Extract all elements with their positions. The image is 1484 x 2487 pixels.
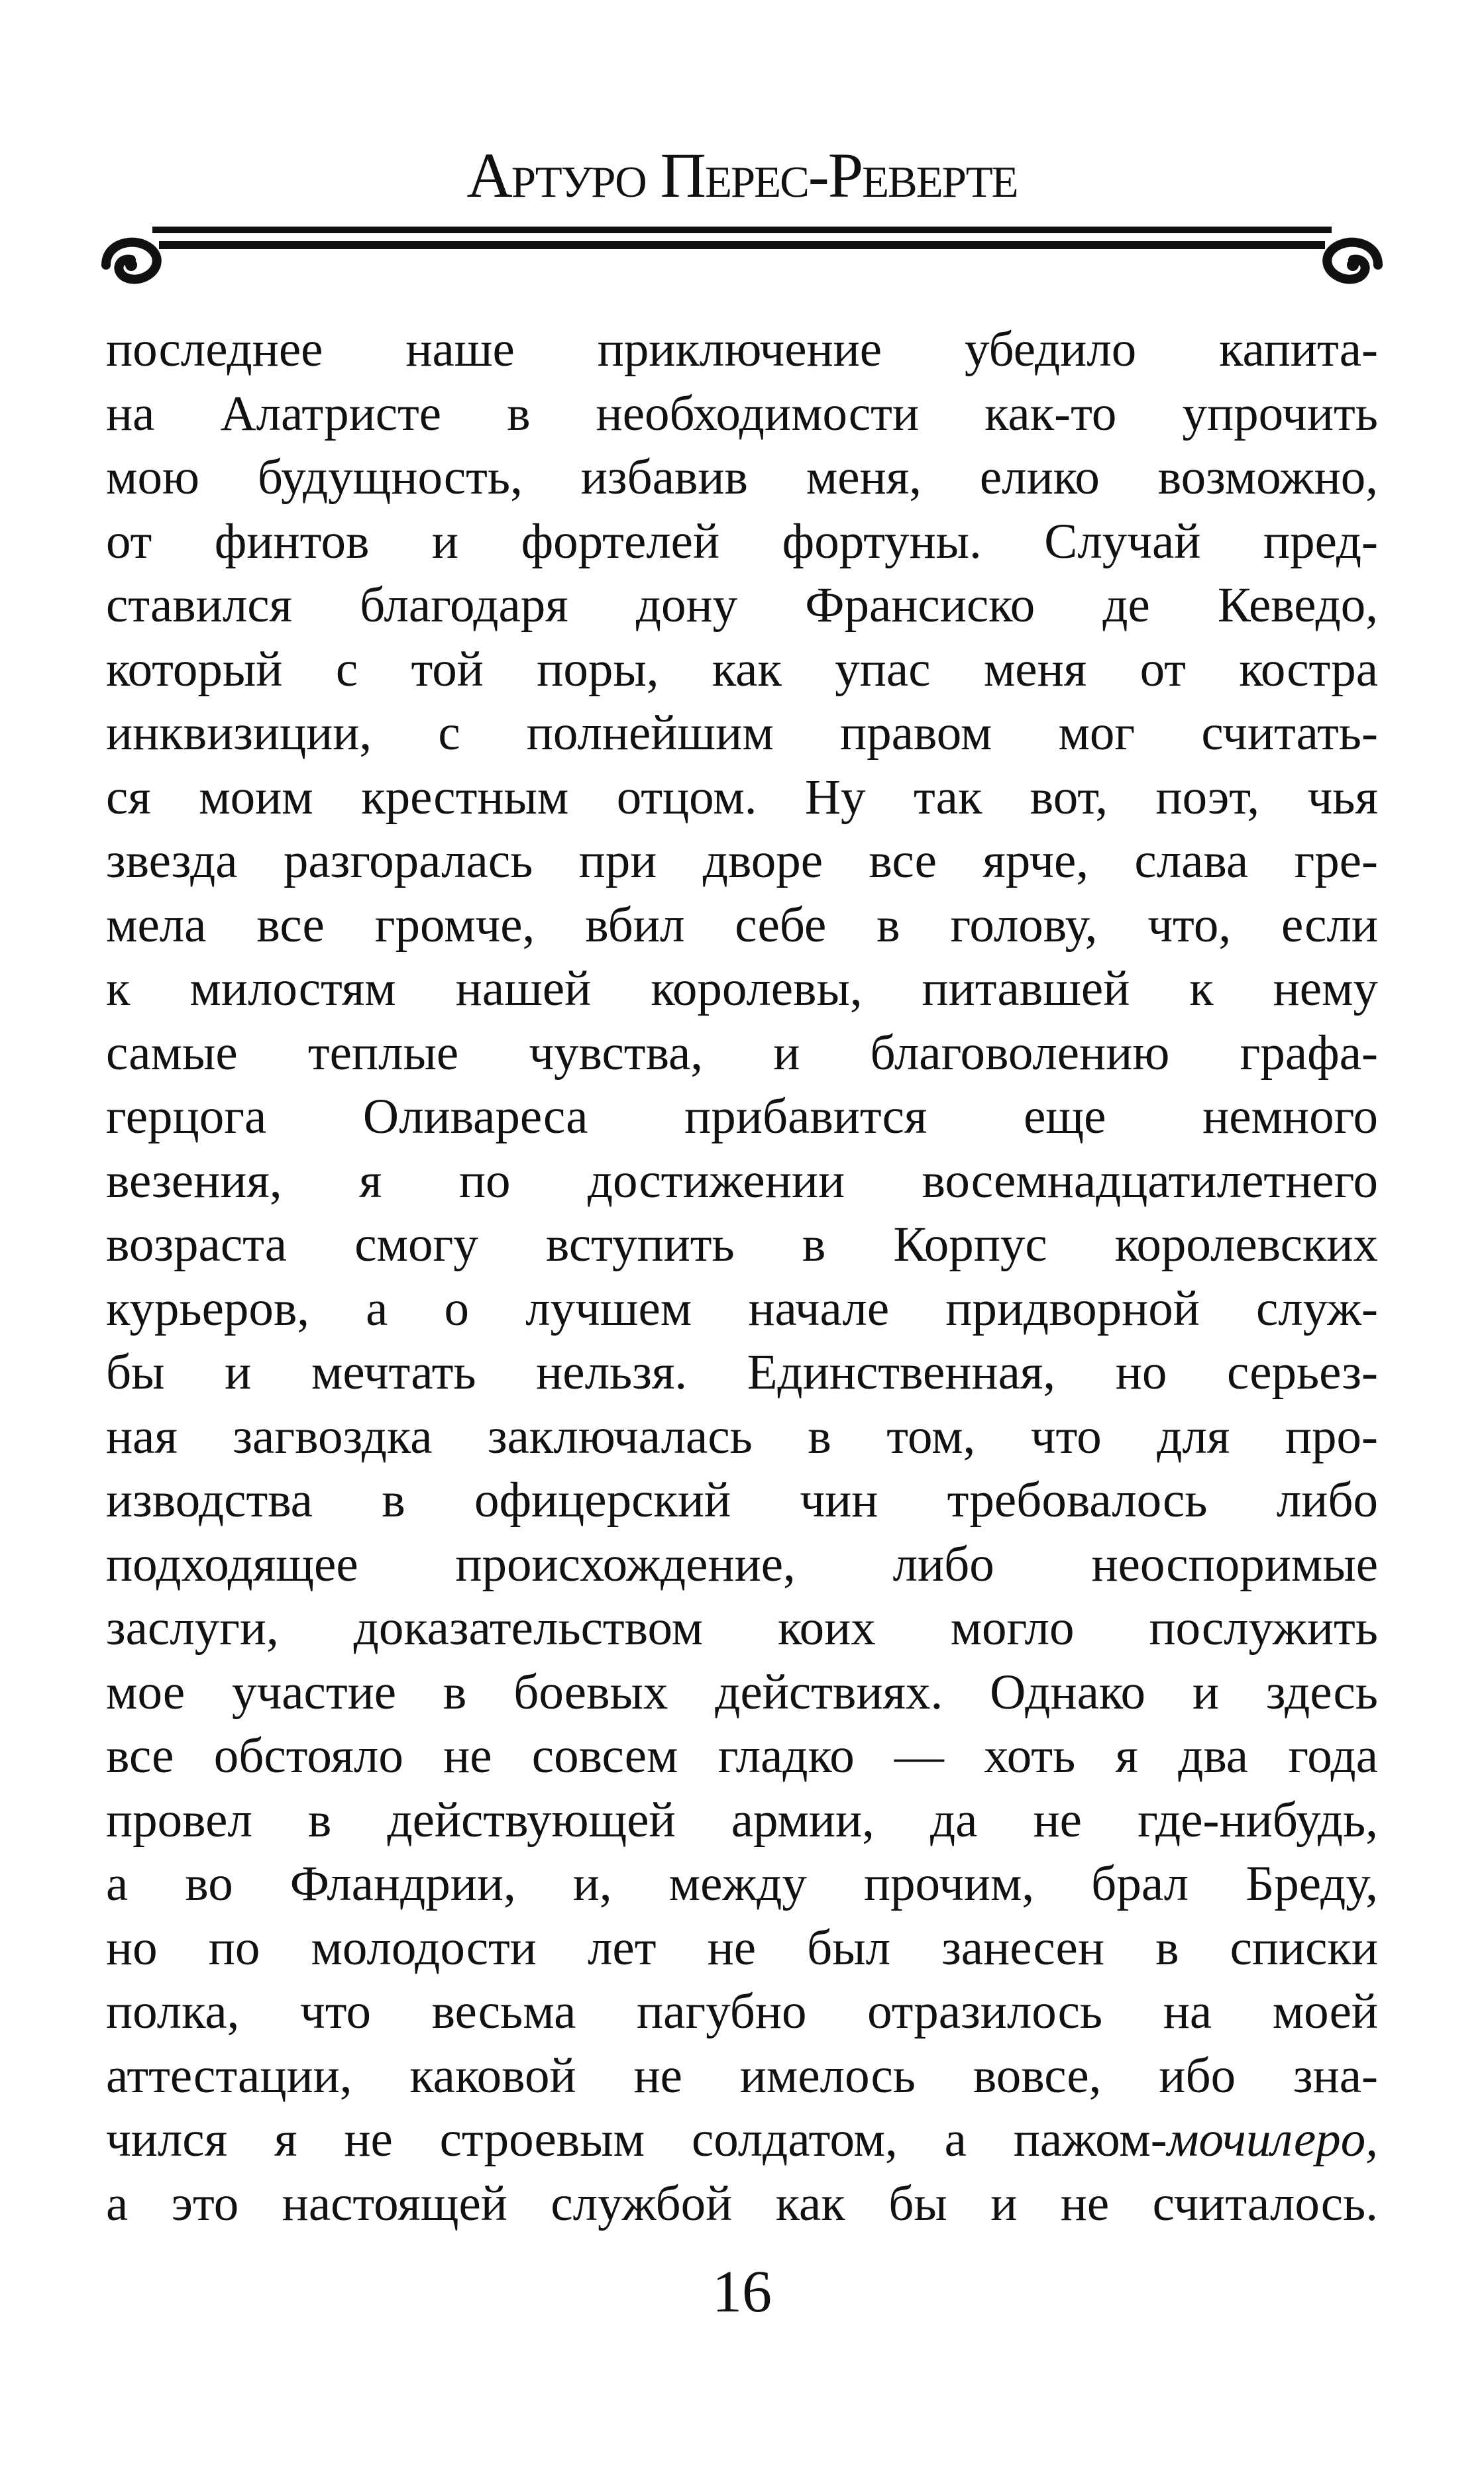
text-line: бы и мечтать нельзя. Единственная, но серьез- [106,1345,1378,1400]
text-line: мое участие в боевых действиях. Однако и здесь [106,1664,1378,1720]
swirl-left-icon [106,242,157,280]
italic-word: мочилеро, [1167,2112,1378,2167]
text-line: герцога Оливареса прибавится еще немного [106,1089,1378,1144]
text-line: от финтов и фортелей фортуны. Случай пред- [106,513,1378,569]
text-line: звезда разгоралась при дворе все ярче, слава гре- [106,833,1378,888]
running-head-title: Артуро Перес-Реверте [466,140,1018,211]
text-line: везения, я по достижении восемнадцатилетнего [106,1153,1378,1208]
text-line: ставился благодаря дону Франсиско де Кеведо, [106,578,1378,633]
text-line: возраста смогу вступить в Корпус королевских [106,1217,1378,1272]
text-line-start: чился я не строевым солдатом, а пажом- [106,2112,1167,2167]
text-line: провел в действующей армии, да не где-нибудь, [106,1792,1378,1848]
page-number: 16 [712,2259,772,2325]
text-line: а это настоящей службой как бы и не считалось. [106,2176,1378,2231]
swirl-right-icon [1327,242,1378,280]
text-line: который с той поры, как упас меня от костра [106,641,1378,697]
header-ornament-rule [93,219,1391,298]
text-line: изводства в офицерский чин требовалось либо [106,1473,1378,1528]
text-line: а во Фландрии, и, между прочим, брал Бреду, [106,1856,1378,1911]
text-line: заслуги, доказательством коих могло послужить [106,1601,1378,1656]
text-line: ная загвоздка заключалась в том, что для про- [106,1408,1378,1464]
text-line: ся моим крестным отцом. Ну так вот, поэт, чья [106,769,1378,825]
text-line: аттестации, каковой не имелось вовсе, ибо зна- [106,2048,1378,2103]
text-line-with-italic [106,2108,1378,2172]
text-line: мела все громче, вбил себе в голову, что, если [106,897,1378,953]
text-line: самые теплые чувства, и благоволению графа- [106,1025,1378,1081]
text-line: последнее наше приключение убедило капита- [106,322,1378,377]
text-line: все обстояло не совсем гладко — хоть я два года [106,1728,1378,1783]
text-line: но по молодости лет не был занесен в списки [106,1920,1378,1976]
text-line: курьеров, а о лучшем начале придворной служ- [106,1281,1378,1336]
text-line: инквизиции, с полнейшим правом мог считать- [106,706,1378,761]
body-text [106,318,1378,2236]
text-line: к милостям нашей королевы, питавшей к нему [106,961,1378,1016]
text-line: на Алатристе в необходимости как-то упрочить [106,386,1378,441]
text-line: полка, что весьма пагубно отразилось на моей [106,1984,1378,2039]
text-line: подходящее происхождение, либо неоспоримые [106,1536,1378,1592]
text-line: мою будущность, избавив меня, елико возможно, [106,450,1378,505]
